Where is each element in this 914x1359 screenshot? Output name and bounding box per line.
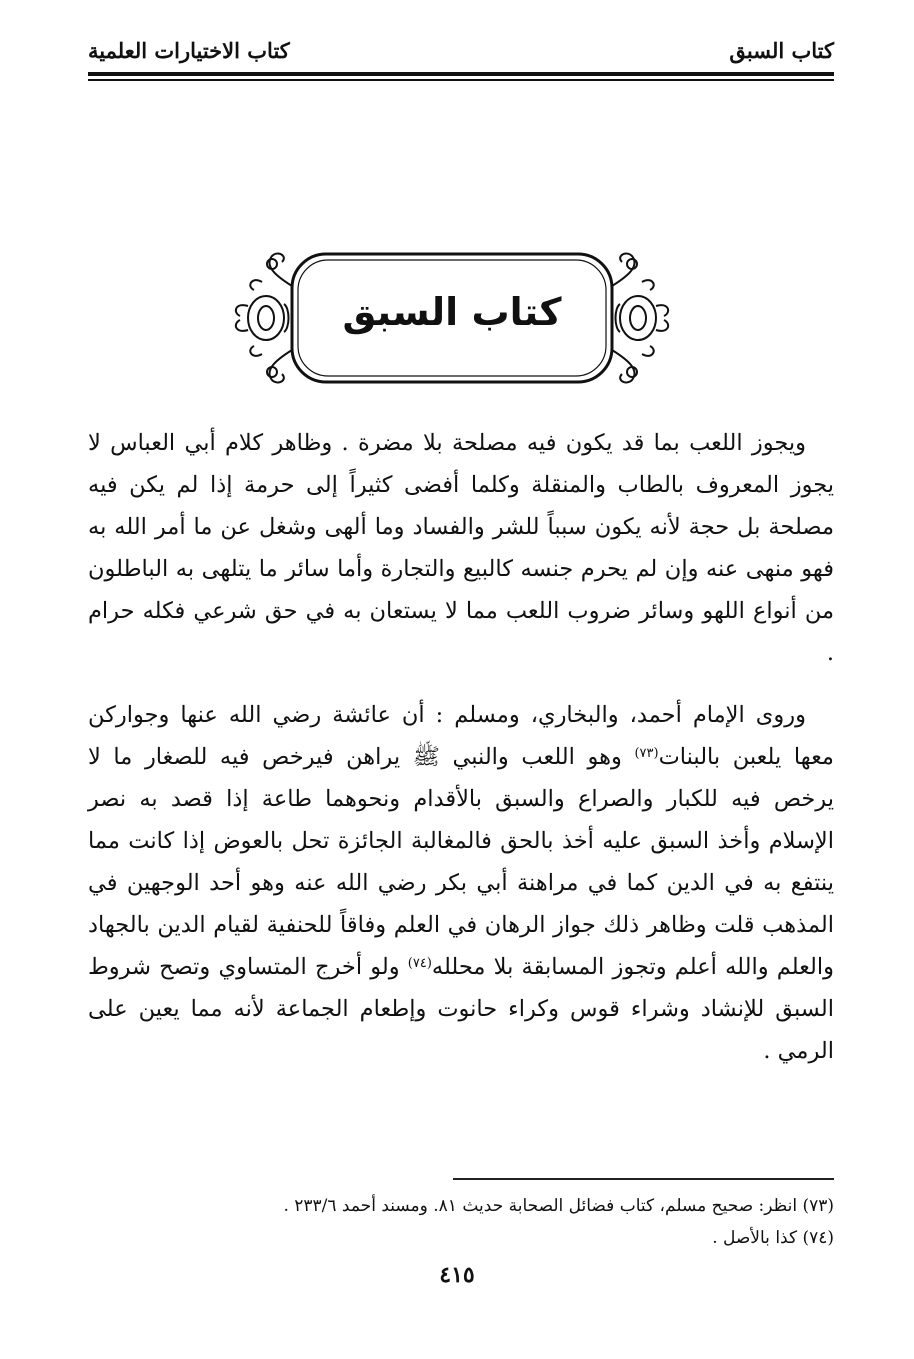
paragraph-text: وهو اللعب والنبي ﷺ يراهن فيرخص فيه للصغار ما لا يرخص فيه للكبار والصراع والسبق بالأقدام ونحوهما طاعة إذا قصد به نصر الإسلام وأخذ السبق عليه أخذ بالحق فالمغالبة الجائزة تحل بالعوض إذا كانت مما ينتفع به في الدين كما في مراهنة أبي بكر رضي الله عنه وهو أحد الوجهين في المذهب قلت وظاهر ذلك جواز الرهان في العلم وفاقاً للحنفية لقيام الدين بالجهاد والعلم والله أعلم وتجوز المسابقة بلا محلله bbox=[88, 744, 834, 980]
footnote-marker: (٧٤) bbox=[407, 956, 432, 971]
header-rule-thick bbox=[88, 72, 834, 76]
paragraph-text: وروى الإمام أحمد، والبخاري، ومسلم : أن عائشة رضي الله عنها وجواركن معها يلعبن بالبنات bbox=[88, 702, 834, 770]
paragraph: ويجوز اللعب بما قد يكون فيه مصلحة بلا مضرة . وظاهر كلام أبي العباس لا يجوز المعروف بالطاب والمنقلة وكلما أفضى كثيراً إلى حرمة إذا لم يكن فيه مصلحة بل حجة لأنه يكون سبباً للشر والفساد وما ألهى وشغل عن ما أمر الله به فهو منهى عنه وإن لم يحرم جنسه كالبيع والتجارة وأما سائر ما يتلهى به الباطلون من أنواع اللهو وسائر ضروب اللعب مما لا يستعان به في حق شرعي فكله حرام . bbox=[88, 430, 834, 666]
chapter-title-frame bbox=[228, 246, 676, 390]
chapter-title: كتاب السبق bbox=[342, 290, 562, 334]
header-book-title: كتاب الاختيارات العلمية bbox=[88, 38, 290, 63]
footnote-marker: (٧٣) bbox=[634, 746, 659, 761]
footnote: (٧٣) انظر: صحيح مسلم، كتاب فضائل الصحابة حديث ٨١. ومسند أحمد ٢٣٣/٦ . bbox=[283, 1196, 834, 1216]
paragraph-text: ولو أخرج المتساوي وتصح شروط السبق للإنشاد وشراء قوس وكراء حانوت وإطعام الجماعة لأنه مما يعين على الرمي . bbox=[88, 954, 834, 1064]
footnote-rule bbox=[453, 1178, 834, 1180]
page-number: ٤١٥ bbox=[439, 1262, 475, 1288]
body-text bbox=[88, 422, 834, 1092]
footnotes bbox=[88, 1190, 834, 1254]
paragraph bbox=[88, 694, 834, 1072]
footnote: (٧٤) كذا بالأصل . bbox=[712, 1228, 834, 1248]
header-rule-thin bbox=[88, 79, 834, 81]
header-chapter-title: كتاب السبق bbox=[729, 38, 834, 63]
